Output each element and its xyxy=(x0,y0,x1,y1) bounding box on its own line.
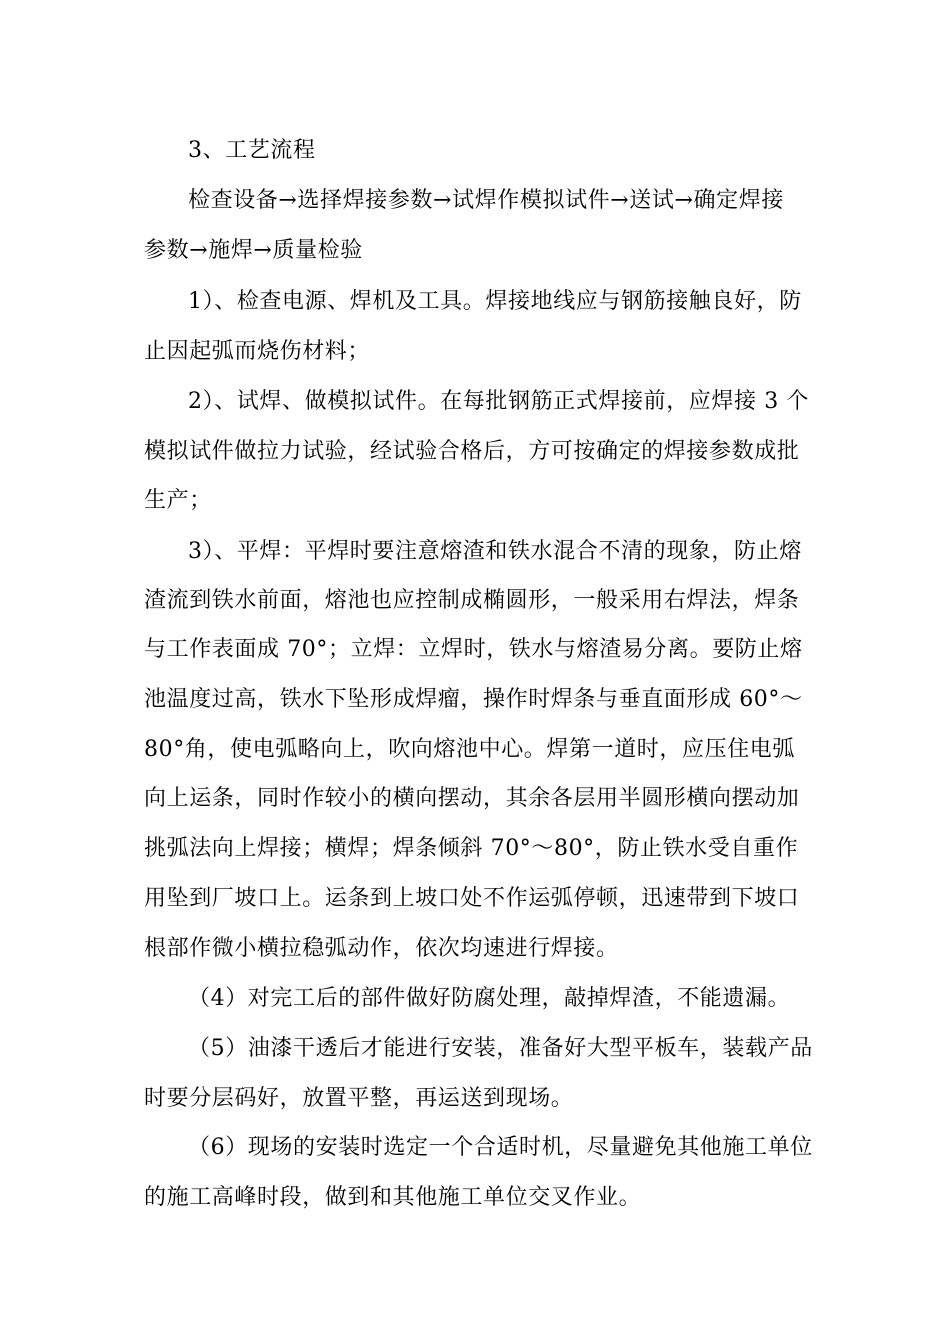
section-heading: 3、工艺流程 xyxy=(188,138,316,163)
text-line: 止因起弧而烧伤材料； xyxy=(144,339,371,364)
text-line: 1）、检查电源、焊机及工具。焊接地线应与钢筋接触良好，防 xyxy=(188,289,802,314)
text-line: 池温度过高，铁水下坠形成焊瘤，操作时焊条与垂直面形成 60°～ xyxy=(144,687,803,712)
text-line: （5）油漆干透后才能进行安装，准备好大型平板车，装载产品 xyxy=(188,1036,813,1061)
text-line: （6）现场的安装时选定一个合适时机，尽量避免其他施工单位 xyxy=(188,1135,813,1160)
text-line: 生产； xyxy=(144,488,212,513)
text-line: 参数→施焊→质量检验 xyxy=(144,238,363,263)
text-line: 80°角，使电弧略向上，吹向熔池中心。焊第一道时，应压住电弧 xyxy=(144,737,795,762)
text-line: 渣流到铁水前面，熔池也应控制成椭圆形，一般采用右焊法，焊条 xyxy=(144,588,800,613)
text-line: （4）对完工后的部件做好防腐处理，敲掉焊渣，不能遗漏。 xyxy=(188,986,791,1011)
text-line: 检查设备→选择焊接参数→试焊作模拟试件→送试→确定焊接 xyxy=(188,188,784,213)
text-line: 用坠到厂坡口上。运条到上坡口处不作运弧停顿，迅速带到下坡口 xyxy=(144,886,800,911)
text-line: 根部作微小横拉稳弧动作，依次均速进行焊接。 xyxy=(144,936,619,961)
text-line: 挑弧法向上焊接；横焊；焊条倾斜 70°～80°，防止铁水受自重作 xyxy=(144,836,799,861)
text-line: 2）、试焊、做模拟试件。在每批钢筋正式焊接前，应焊接 3 个 xyxy=(188,389,809,414)
text-line: 3）、平焊：平焊时要注意熔渣和铁水混合不清的现象，防止熔 xyxy=(188,539,802,564)
text-line: 与工作表面成 70°；立焊：立焊时，铁水与熔渣易分离。要防止熔 xyxy=(144,637,803,662)
text-line: 的施工高峰时段，做到和其他施工单位交叉作业。 xyxy=(144,1185,642,1210)
text-line: 时要分层码好，放置平整，再运送到现场。 xyxy=(144,1086,574,1111)
text-line: 模拟试件做拉力试验，经试验合格后，方可按确定的焊接参数成批 xyxy=(144,439,800,464)
text-line: 向上运条，同时作较小的横向摆动，其余各层用半圆形横向摆动加 xyxy=(144,786,800,811)
